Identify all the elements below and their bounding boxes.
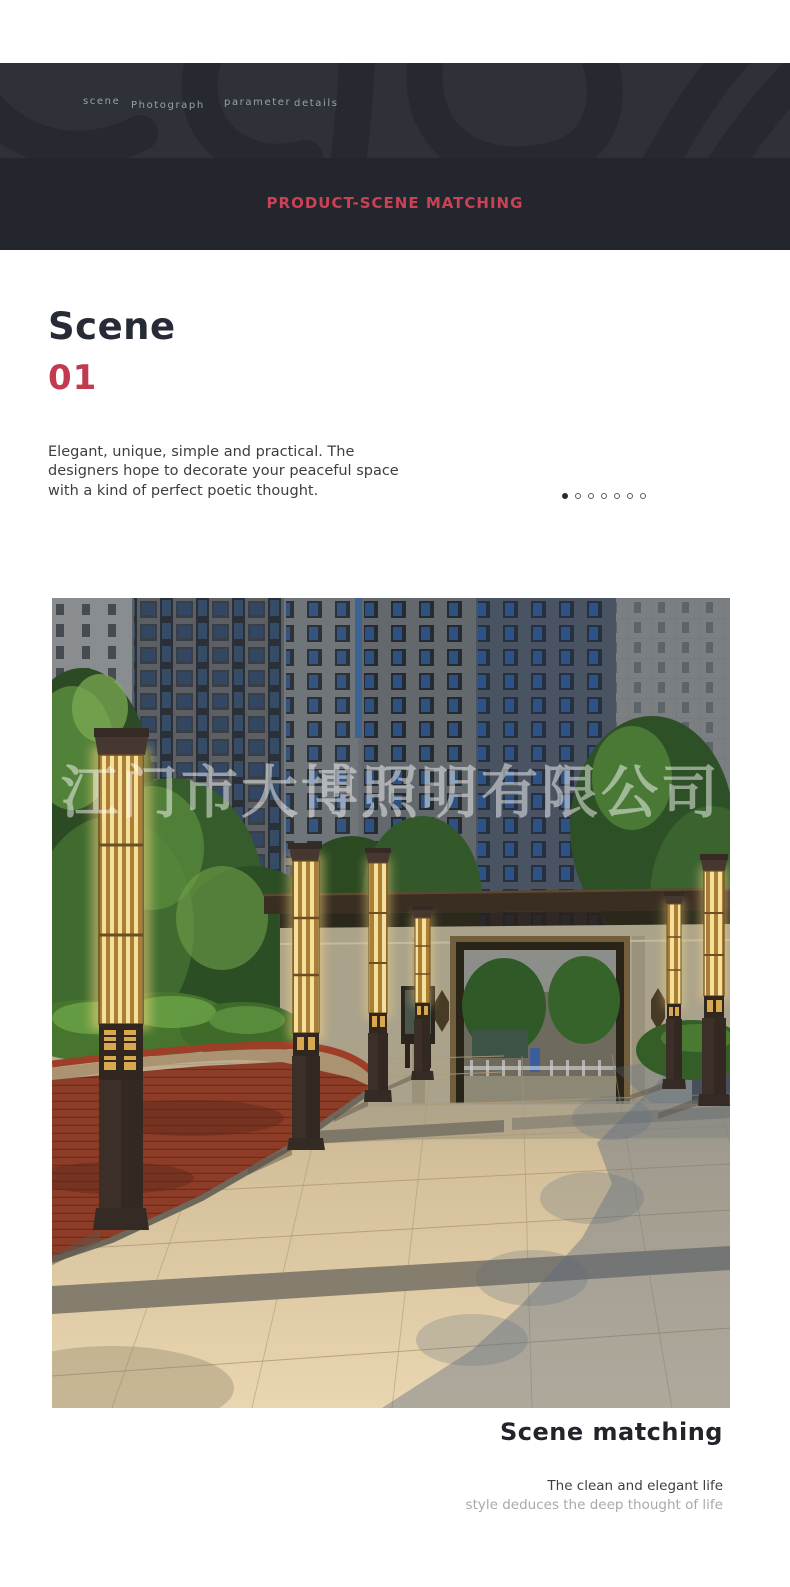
nav-item-photograph[interactable]: Photograph: [131, 100, 205, 111]
footer-title: Scene matching: [500, 1418, 723, 1446]
brush-watermark-graphic: [0, 63, 790, 158]
carousel-dot-6[interactable]: [640, 493, 646, 499]
nav-item-scene[interactable]: scene: [83, 96, 121, 107]
pillar-lamp: [364, 848, 392, 1102]
footer-line1: The clean and elegant life: [547, 1478, 723, 1494]
carousel-dot-3[interactable]: [601, 493, 607, 499]
nav-item-details[interactable]: details: [294, 98, 339, 109]
scene-photo-graphic: [52, 598, 730, 1408]
carousel-dot-4[interactable]: [614, 493, 620, 499]
pillar-lamp: [698, 854, 730, 1106]
header-band: [0, 63, 790, 158]
carousel-dot-1[interactable]: [575, 493, 581, 499]
nav-item-parameter[interactable]: parameter: [224, 97, 292, 108]
section-number: 01: [48, 358, 98, 398]
section-title: Scene: [48, 305, 176, 348]
banner-band: [0, 158, 790, 250]
banner-title: PRODUCT-SCENE MATCHING: [266, 194, 524, 212]
photo-watermark: 江门市大博照明有限公司: [61, 760, 721, 826]
carousel-dots: [562, 493, 646, 499]
footer-line2: style deduces the deep thought of life: [465, 1497, 723, 1513]
carousel-dot-5[interactable]: [627, 493, 633, 499]
scene-photo: [52, 598, 730, 1408]
section-description: Elegant, unique, simple and practical. The designers hope to decorate your peaceful space with a kind of perfect poetic thought.: [48, 444, 399, 499]
pillar-lamp: [287, 843, 325, 1150]
carousel-dot-0[interactable]: [562, 493, 568, 499]
carousel-dot-2[interactable]: [588, 493, 594, 499]
